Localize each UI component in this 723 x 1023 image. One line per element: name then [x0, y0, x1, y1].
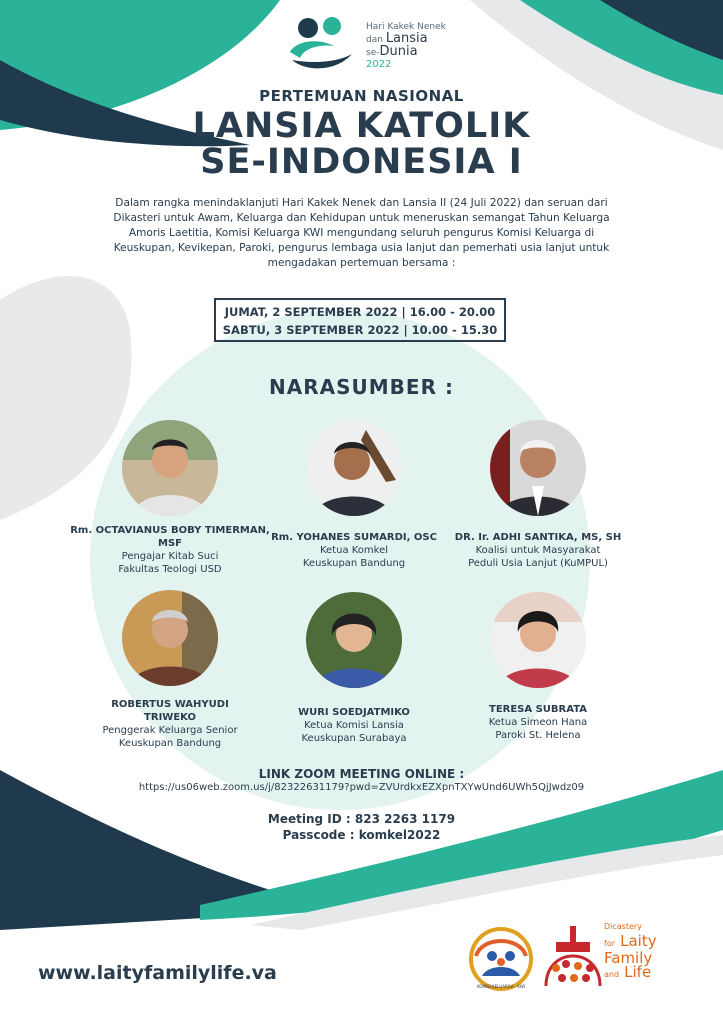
meeting-id: Meeting ID : 823 2263 1179: [267, 812, 456, 826]
speaker-photo-4: [122, 590, 218, 686]
speaker-card-4: [70, 698, 270, 750]
speaker-org-5: Keuskupan Surabaya: [301, 733, 407, 744]
speaker-name-6: TERESA SUBRATA: [489, 704, 587, 715]
schedule-day2: SABTU, 3 SEPTEMBER 2022 | 10.00 - 15.30: [222, 323, 498, 337]
speaker-role-1: Pengajar Kitab Suci: [121, 551, 219, 562]
dic-small1: Dicastery: [604, 922, 642, 931]
dicastery-text: [604, 920, 657, 982]
zoom-heading: LINK ZOOM MEETING ONLINE :: [258, 767, 465, 781]
speaker-org-3: Peduli Usia Lanjut (KuMPUL): [468, 558, 608, 569]
logo-line2b: Lansia: [385, 31, 428, 46]
speaker-role-4: Penggerak Keluarga Senior: [102, 725, 238, 736]
website-link[interactable]: www.laityfamilylife.va: [38, 962, 277, 984]
schedule-day1: JUMAT, 2 SEPTEMBER 2022 | 16.00 - 20.00: [224, 305, 496, 319]
logo-line3b: Dunia: [379, 44, 418, 59]
speaker-org-2: Keuskupan Bandung: [302, 558, 406, 569]
dic-small3: and: [604, 970, 620, 979]
narasumber-heading: NARASUMBER :: [269, 375, 454, 399]
speaker-card-5: [254, 706, 454, 745]
speaker-card-3: [438, 531, 638, 570]
dic-big2: Family: [604, 949, 653, 967]
people-embrace-icon: [286, 14, 358, 74]
title-line1: LANSIA KATOLIK: [192, 106, 531, 146]
title-line2: SE-INDONESIA I: [200, 142, 523, 182]
event-logo: [286, 14, 461, 76]
logo-line3a: se-: [366, 48, 380, 58]
speaker-card-1: [70, 524, 270, 576]
speaker-role-6: Ketua Simeon Hana: [488, 717, 588, 728]
speaker-photo-3: [490, 420, 586, 516]
speaker-name-5: WURI SOEDJATMIKO: [298, 707, 410, 718]
meeting-details: [0, 811, 723, 843]
meeting-passcode: Passcode : komkel2022: [282, 828, 441, 842]
page-title: [0, 108, 723, 180]
zoom-link[interactable]: https://us06web.zoom.us/j/82322631179?pwd=ZVUrdkxEZXpnTXYwUnd6UWh5QjJwdz09: [138, 782, 585, 793]
pre-title: PERTEMUAN NASIONAL: [259, 87, 464, 105]
speaker-role-2: Ketua Komkel: [319, 545, 389, 556]
schedule-box: [214, 298, 506, 342]
logo-line1: Hari Kakek Nenek: [366, 22, 446, 32]
speaker-org-6: Paroki St. Helena: [495, 730, 581, 741]
speaker-photo-6: [490, 592, 586, 688]
speaker-card-6: [438, 703, 638, 742]
speaker-name-2: Rm. YOHANES SUMARDI, OSC: [271, 532, 437, 543]
komisi-keluarga-logo: [468, 926, 534, 992]
speaker-name-3: DR. Ir. ADHI SANTIKA, MS, SH: [454, 532, 622, 543]
dicastery-emblem-icon: [542, 916, 604, 992]
logo-text: [366, 22, 446, 70]
dic-big1: Laity: [620, 932, 657, 950]
speaker-photo-2: [306, 420, 402, 516]
speaker-photo-5: [306, 592, 402, 688]
speaker-photo-1: [122, 420, 218, 516]
logo-line2a: dan: [366, 35, 383, 45]
intro-paragraph: Dalam rangka menindaklanjuti Hari Kakek Nenek dan Lansia II (24 Juli 2022) dan seruan dari Dikasteri untuk Awam, Keluarga dan Kehidupan untuk meneruskan semangat Tahun Keluarga Amoris Laetitia, Komisi Keluarga KWI mengundang seluruh pengurus Komisi Keluarga di Keuskupan, Kevikepan, Paroki, pengurus lembaga usia lanjut dan pemerhati usia lanjut untuk mengadakan pertemuan bersama :: [113, 197, 610, 269]
dic-small2: for: [604, 939, 615, 948]
dic-big3: Life: [624, 963, 652, 981]
speaker-org-4: Keuskupan Bandung: [118, 738, 222, 749]
logo-year: 2022: [366, 59, 392, 70]
dicastery-logo: [542, 916, 692, 996]
speaker-name-1: Rm. OCTAVIANUS BOBY TIMERMAN, MSF: [70, 525, 270, 549]
kk-logo-text: KOMISI KELUARGA · KWI: [476, 984, 526, 989]
speaker-role-3: Koalisi untuk Masyarakat: [475, 545, 601, 556]
speaker-role-5: Ketua Komisi Lansia: [304, 720, 404, 731]
speaker-name-4: ROBERTUS WAHYUDI TRIWEKO: [111, 699, 229, 723]
speaker-org-1: Fakultas Teologi USD: [118, 564, 222, 575]
speaker-card-2: [254, 531, 454, 570]
